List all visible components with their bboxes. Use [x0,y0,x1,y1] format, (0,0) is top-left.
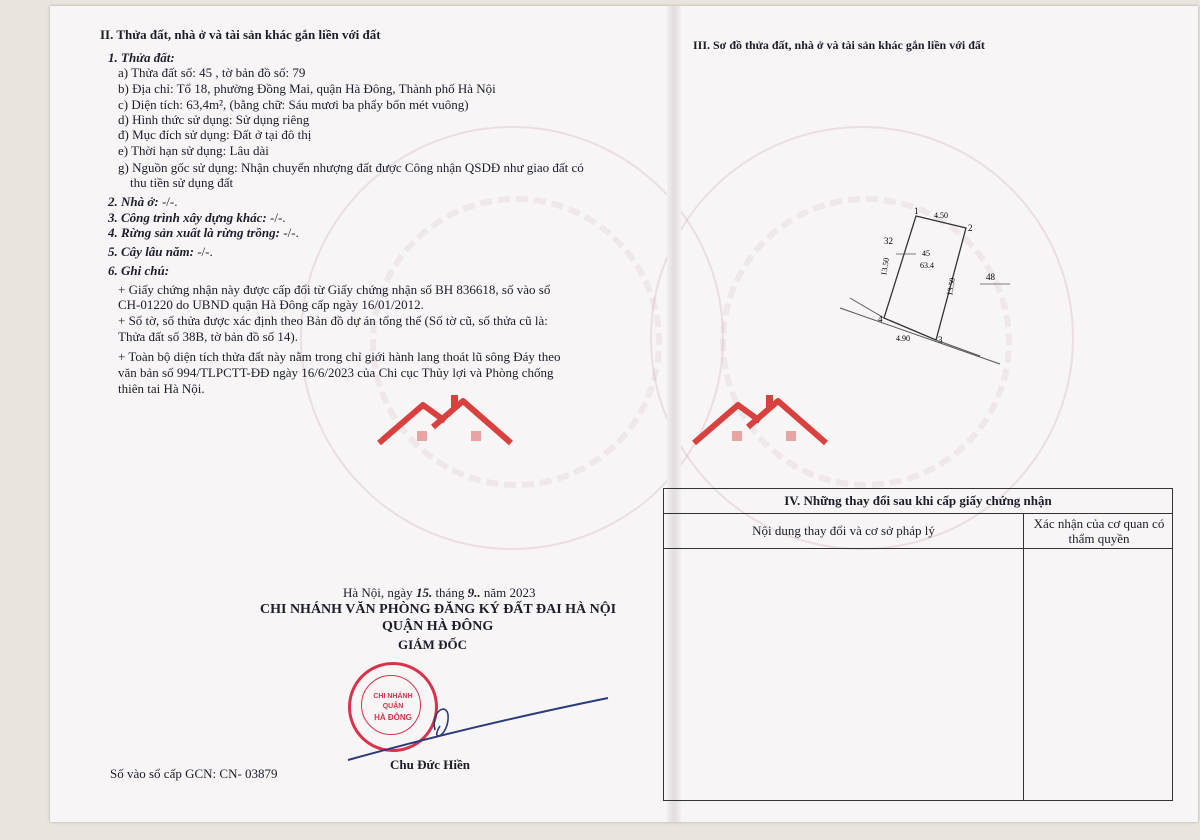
section4-title: IV. Những thay đổi sau khi cấp giấy chứng nhận [664,489,1172,514]
address-line: b) Địa chỉ: Tổ 18, phường Đồng Mai, quận Hà Đông, Thành phố Hà Nội [118,81,496,96]
origin-line: g) Nguồn gốc sử dụng: Nhận chuyển nhượng đất được Công nhận QSDĐ như giao đất có [118,160,584,175]
house-logo-left [375,393,515,453]
neighbor-right: 48 [986,272,995,282]
parcel-diagram [820,200,1020,370]
point-2: 2 [968,223,973,233]
origin-line-2: thu tiền sử dụng đất [130,175,234,190]
note2-line2: Thửa đất số 38B, tờ bản đồ số 14). [118,329,299,344]
section2-title: II. Thửa đất, nhà ở và tài sản khác gắn liền với đất [100,27,381,42]
parcel-number: 45 [922,249,930,258]
note1-line1: + Giấy chứng nhận này được cấp đổi từ Giấy chứng nhận số BH 836618, số vào sổ [118,282,551,297]
signer-role: GIÁM ĐỐC [398,637,467,652]
official-stamp: CHI NHÁNH QUẬN HÀ ĐÔNG [348,662,438,752]
usage-term-line: e) Thời hạn sử dụng: Lâu dài [118,143,269,158]
office-district: QUẬN HÀ ĐÔNG [382,619,494,634]
note2-line1: + Số tờ, số thửa được xác định theo Bản đồ dự án tổng thể (Số tờ cũ, số thửa cũ là: [118,313,548,328]
parcel-number-line: a) Thửa đất số: 45 , tờ bản đồ số: 79 [118,65,306,80]
note3-line3: thiên tai Hà Nội. [118,381,205,396]
point-3: 3 [938,335,943,345]
point-1: 1 [914,206,919,216]
bottom-length: 4.90 [896,334,910,343]
changes-table [663,488,1173,801]
right-length: 13.50 [945,277,958,297]
parcel-boundary [884,216,966,340]
neighbor-left: 32 [884,236,893,246]
road-line-3 [936,340,980,356]
note3-line1: + Toàn bộ diện tích thửa đất này nằm trong chỉ giới hành lang thoát lũ sông Đáy theo [118,349,561,364]
area-line: c) Diện tích: 63,4m², (bằng chữ: Sáu mươi ba phẩy bốn mét vuông) [118,97,469,112]
perennial-line: 5. Cây lâu năm: -/-. [108,244,213,259]
office-name: CHI NHÁNH VĂN PHÒNG ĐĂNG KÝ ĐẤT ĐAI HÀ NỘI [260,602,617,617]
house-logo-right [690,393,830,453]
signature-scribble [340,690,620,770]
changes-table-header [664,514,1172,549]
signer-name: Chu Đức Hiền [390,757,471,772]
parcel-area: 63.4 [920,261,934,270]
construction-line: 3. Công trình xây dựng khác: -/-. [108,210,286,225]
usage-purpose-line: đ) Mục đích sử dụng: Đất ở tại đô thị [118,127,312,142]
notes-heading: 6. Ghi chú: [108,263,170,278]
changes-column-divider [1023,514,1024,800]
changes-col-content: Nội dung thay đổi và cơ sở pháp lý [752,523,935,538]
register-number: Số vào sổ cấp GCN: CN- 03879 [110,766,278,781]
note1-line2: CH-01220 do UBND quận Hà Đông cấp ngày 16/01/2012. [118,297,424,312]
top-length: 4.50 [934,211,948,220]
point-4: 4 [878,314,883,324]
note3-line2: văn bản số 994/TLPCTT-ĐĐ ngày 16/6/2023 của Chi cục Thủy lợi và Phòng chống [118,365,554,380]
house-line: 2. Nhà ở: -/-. [108,194,178,209]
usage-form-line: d) Hình thức sử dụng: Sử dụng riêng [118,112,310,127]
signing-date: Hà Nội, ngày 15. tháng 9.. năm 2023 [343,585,536,600]
left-length: 13.50 [879,257,892,277]
forest-line: 4. Rừng sản xuất là rừng trồng: -/-. [108,225,299,240]
road-line-1 [840,308,1000,364]
section3-title: III. Sơ đồ thửa đất, nhà ở và tài sản khác gắn liền với đất [693,38,985,52]
changes-col-confirmation: Xác nhận của cơ quan có thẩm quyền [1033,516,1165,546]
section2-parcel-heading: 1. Thửa đất: [108,50,175,65]
